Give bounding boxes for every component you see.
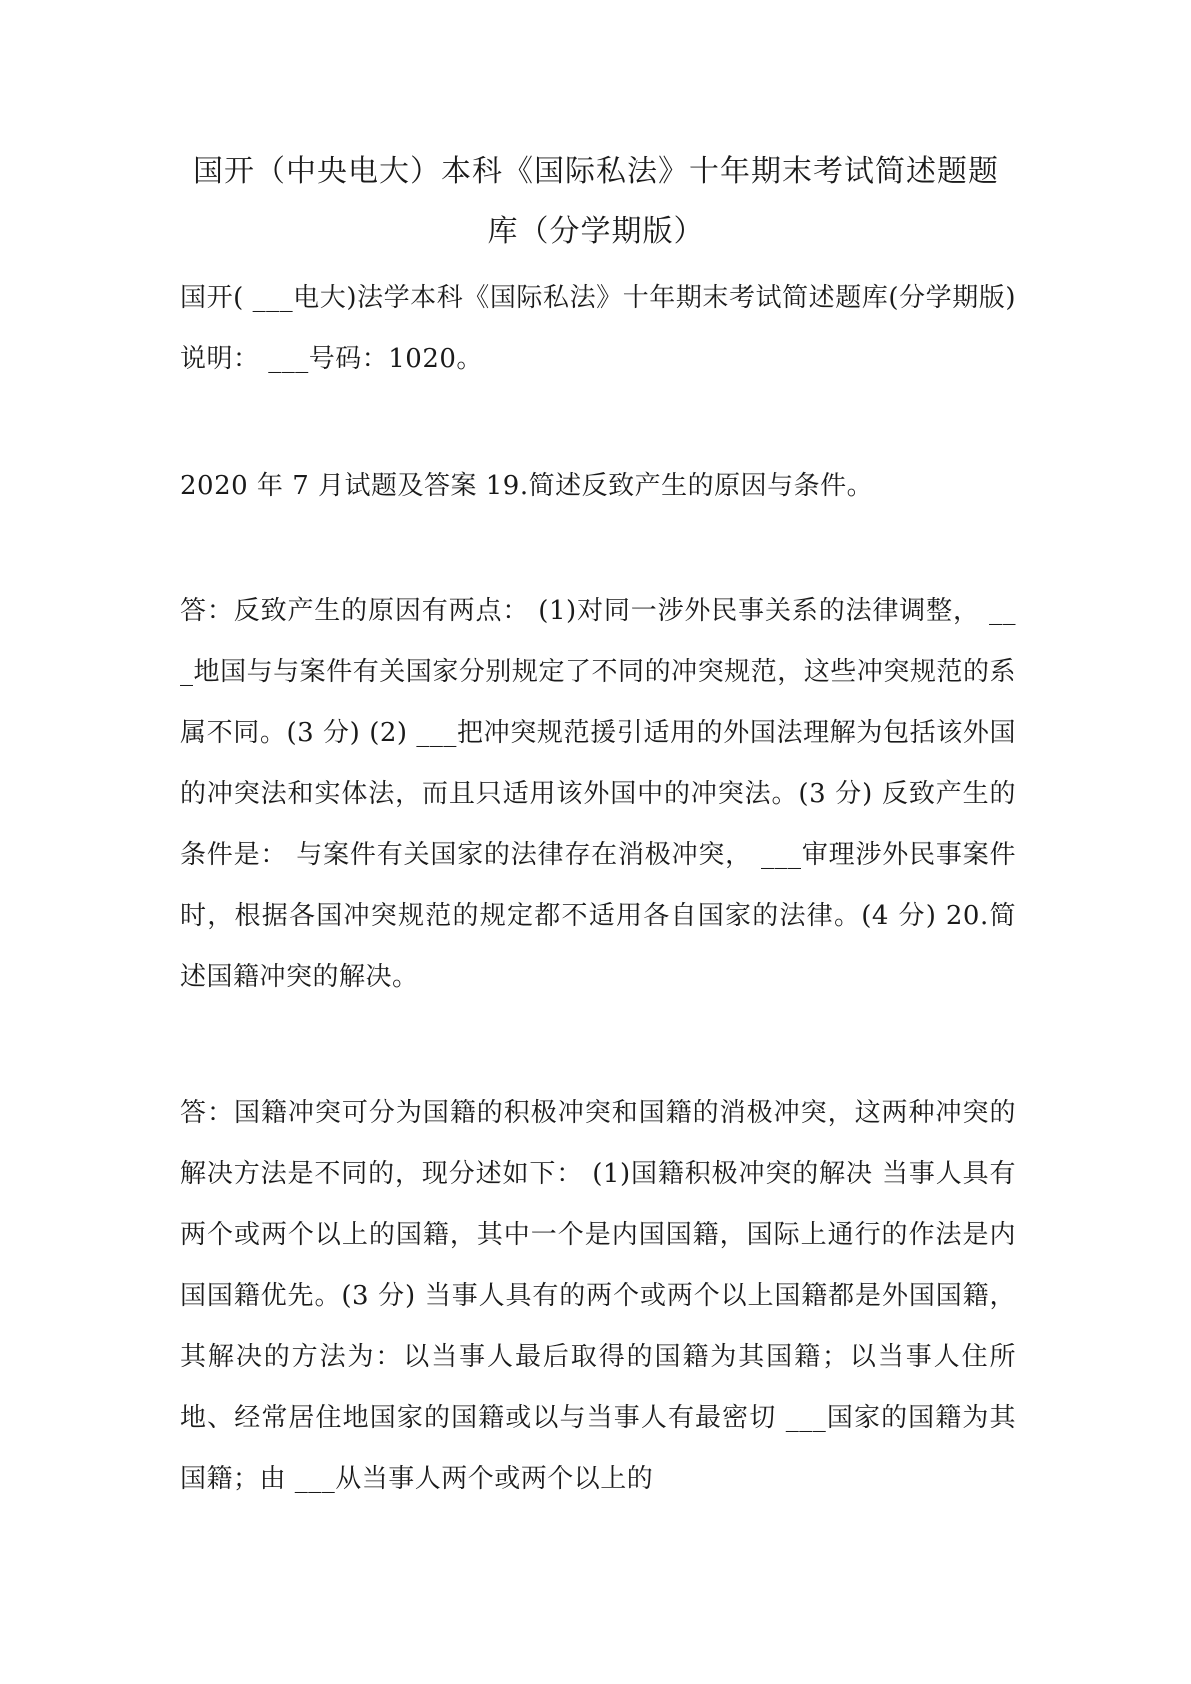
document-title: 国开（中央电大）本科《国际私法》十年期末考试简述题题库（分学期版） bbox=[193, 154, 999, 249]
answer-20-paragraph: 答：国籍冲突可分为国籍的积极冲突和国籍的消极冲突，这两种冲突的解决方法是不同的，现分述如下： (1)国籍积极冲突的解决 当事人具有两个或两个以上的国籍，其中一个是内国国籍，国际上通行的作法是内国国籍优先。(3 分) 当事人具有的两个或两个以上国籍都是外国国籍，其解决的方法为：以当事人最后取得的国籍为其国籍；以当事人住所地、经常居住地国家的国籍或以与当事人有最密切 ___国家的国籍为其国籍；由 ___从当事人两个或两个以上的 bbox=[180, 1098, 1016, 1494]
question-19-paragraph: 2020 年 7 月试题及答案 19.简述反致产生的原因与条件。 bbox=[180, 471, 874, 501]
intro-paragraph: 国开( ___电大)法学本科《国际私法》十年期末考试简述题库(分学期版) 说明： ___号码：1020。 bbox=[180, 283, 1016, 374]
answer-19-paragraph: 答：反致产生的原因有两点： (1)对同一涉外民事关系的法律调整， ___地国与与案件有关国家分别规定了不同的冲突规范，这些冲突规范的系属不同。(3 分) (2) ___把冲突规范援引适用的外国法理解为包括该外国的冲突法和实体法，而且只适用该外国中的冲突法。(3 分) 反致产生的条件是： 与案件有关国家的法律存在消极冲突， ___审理涉外民事案件时，根据各国冲突规范的规定都不适用各自国家的法律。(4 分) 20.简述国籍冲突的解决。 bbox=[180, 596, 1016, 992]
